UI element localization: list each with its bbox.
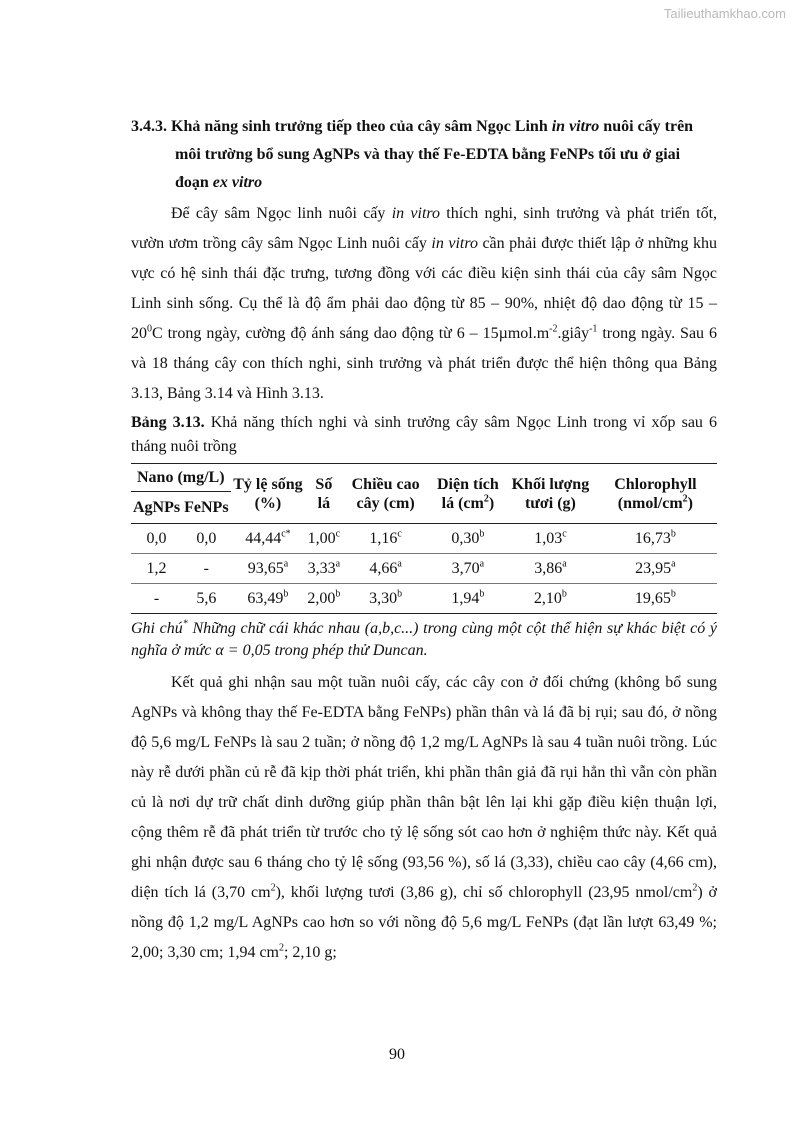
page-content	[131, 113, 717, 968]
header-leaves: Số lá	[315, 475, 333, 512]
table-row: 1,2 - 93,65$^a$ 3,33$^a$ 4,66$^a$ 3,70$^a$ 3,86$^a$ 23,95$^a$	[131, 554, 717, 584]
watermark: Tailieuthamkhao.com	[663, 6, 786, 21]
table-row: - 5,6 63,49$^b$ 2,00$^b$ 3,30$^b$ 1,94$^b$ 2,10$^b$ 19,65$^b$	[131, 584, 717, 614]
header-nano: Nano (mg/L)	[131, 464, 231, 492]
table-caption: Bảng 3.13. Khả năng thích nghi và sinh trưởng cây sâm Ngọc Linh trong vỉ xốp sau 6 tháng nuôi trồng	[131, 414, 717, 455]
page-number: 90	[389, 1046, 405, 1063]
header-agnps: AgNPs	[133, 499, 181, 516]
header-fenps: FeNPs	[184, 499, 229, 516]
section-number: 3.4.3.	[131, 118, 167, 135]
header-survival: Tỷ lệ sống (%)	[233, 475, 303, 512]
results-table	[131, 463, 717, 614]
paragraph-intro: Để cây sâm Ngọc linh nuôi cấy in vitro thích nghi, sinh trưởng và phát triển tốt, vườn ươm trồng cây sâm Ngọc Linh nuôi cấy in vitro cần phải được thiết lập ở những khu vực có hệ sinh thái đặc trưng, tương đồng với các điều kiện sinh thái của cây sâm Ngọc Linh sinh sống. Cụ thể là độ ẩm phải dao động từ 85 – 90%, nhiệt độ dao động từ $15 - 20^0C$ trong ngày, cường độ ánh sáng dao động từ $6 - 15\mu mol.m^{-2}.giây^{-1}$ trong ngày. Sau 6 và 18 tháng cây con thích nghi, sinh trưởng và phát triển được thể hiện thông qua Bảng 3.13, Bảng 3.14 và Hình 3.13.	[131, 205, 718, 402]
section-heading: 3.4.3. Khả năng sinh trưởng tiếp theo của cây sâm Ngọc Linh in vitro nuôi cấy trên môi trường bổ sung AgNPs và thay thế Fe-EDTA bằng FeNPs tối ưu ở giai đoạn ex vitro	[131, 118, 694, 191]
header-chlorophyll: Chlorophyll $(nmol/cm^2)$	[614, 475, 697, 512]
paragraph-results: Kết quả ghi nhận sau một tuần nuôi cấy, các cây con ở đối chứng (không bổ sung AgNPs và không thay thế Fe-EDTA bằng FeNPs) phần thân và lá đã bị rụi; sau đó, ở nồng độ 5,6 mg/L FeNPs là sau 2 tuần; ở nồng độ 1,2 mg/L AgNPs là sau 4 tuần nuôi trồng. Lúc này rễ dưới phần củ rễ đã kịp thời phát triển, khi phần thân giả đã rụi hẳn thì vẫn còn phần củ là nơi dự trữ chất dinh dưỡng giúp phần thân bật lên lại khi gặp điều kiện thuận lợi, cộng thêm rễ đã phát triển từ trước cho tỷ lệ sống sót cao hơn ở nghiệm thức này. Kết quả ghi nhận được sau 6 tháng cho tỷ lệ sống (93,56 %), số lá (3,33), chiều cao cây (4,66 cm), diện tích lá (3,70 $cm^2$), khối lượng tươi (3,86 g), chỉ số chlorophyll (23,95 nmol/$cm^2$) ở nồng độ 1,2 mg/L AgNPs cao hơn so với nồng độ 5,6 mg/L FeNPs (đạt lần lượt 63,49 %; 2,00; 3,30 cm; 1,94 $cm^2$; 2,10 g;	[131, 674, 717, 961]
header-fresh-weight: Khối lượng tươi (g)	[511, 475, 590, 512]
header-height: Chiều cao cây (cm)	[351, 475, 420, 512]
table-note: Ghi chú* Những chữ cái khác nhau (a,b,c...) trong cùng một cột thể hiện sự khác biệt có ý nghĩa ở mức α = 0,05 trong phép thử Duncan.	[131, 618, 718, 659]
header-leaf-area: Diện tích lá $(cm^2)$	[437, 475, 499, 512]
table-row: 0,0 0,0 $44,44^{c*}$ 1,00$^c$ 1,16$^c$ 0,30$^b$ 1,03$^c$ 16,73$^b$	[131, 524, 717, 554]
